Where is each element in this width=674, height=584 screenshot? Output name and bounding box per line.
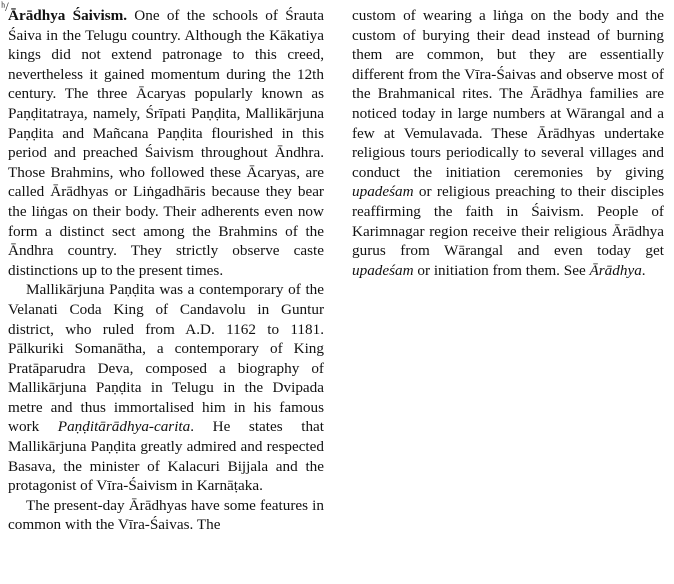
cross-reference-link[interactable]: Ārādhya (589, 261, 642, 279)
paragraph-1-text: One of the schools of Śrauta Śaiva in the Telugu country. Although the Kākatiya kings did not extend patronage to this creed, nevertheless it gained momentum during the 12th century. The three Ācaryas popularly known as Paṇḍitatraya, namely, Śrīpati Paṇḍita, Mallikārjuna Paṇḍita and Mañcana Paṇḍita flourished in this period and preached Śaivism throughout Āndhra. Those Brahmins, who followed these Ācaryas, are called Ārādhyas or Liṅgadhāris because they bear the liṅgas on their body. Their adherents even now form a distinct sect among the Brahmins of the Āndhra country. They strictly observe caste distinctions up to the present times. (8, 7, 324, 279)
entry-headword: Ārādhya Śaivism. (8, 7, 128, 24)
paragraph-2-text-a: Mallikārjuna Paṇḍita was a contemporary of the Velanati Coda King of Candavolu in Guntur district, who ruled from A.D. 1162 to 1181. Pālkuriki Somanātha, a contemporary of King Pratāparudra Deva, composed a biography of Mallikārjuna Paṇḍita in Telugu in the Dvipada metre and thus immortalised him in his famous work (8, 281, 324, 436)
paragraph-2-text-b: . He states that Mallikārjuna Paṇḍita greatly admired and respected Basava, the minister of Kalacuri Bijjala and the protagonist of Vīra-Śaivism in Karnāṭaka. (8, 418, 324, 495)
corner-mark: ʰ/ (1, 0, 9, 14)
paragraph-3-continued (352, 6, 664, 280)
paragraph-1 (8, 6, 324, 280)
continued-text-end: . (641, 261, 646, 279)
continued-text-b: or religious preaching to their disciples reaffirming the faith in Śaivism. People of Karimnagar region receive their religious Ārādhya gurus from Wārangal and even today get (352, 183, 664, 260)
paragraph-3 (8, 496, 324, 535)
paragraph-2 (8, 280, 324, 496)
term-upadesam-2: upadeśam (352, 261, 414, 279)
continued-text-c: or initiation from them. See (413, 261, 590, 279)
left-column (8, 6, 324, 535)
right-column (352, 6, 664, 280)
term-upadesam-1: upadeśam (352, 183, 414, 201)
continued-text-a: custom of wearing a liṅga on the body and the custom of burying their dead instead of burning them are common, but they are essentially different from the Vīra-Śaivas and observe most of the Brahmanical rites. The Ārādhya families are noticed today in large numbers at Wārangal and a few at Vemulavada. These Ārādhyas undertake religious tours periodically to several villages and conduct the initiation ceremonies by giving (352, 7, 664, 181)
paragraph-3-text: The present-day Ārādhyas have some features in common with the Vīra-Śaivas. The (8, 496, 324, 534)
work-title: Paṇḍitārādhya-carita (57, 418, 191, 436)
